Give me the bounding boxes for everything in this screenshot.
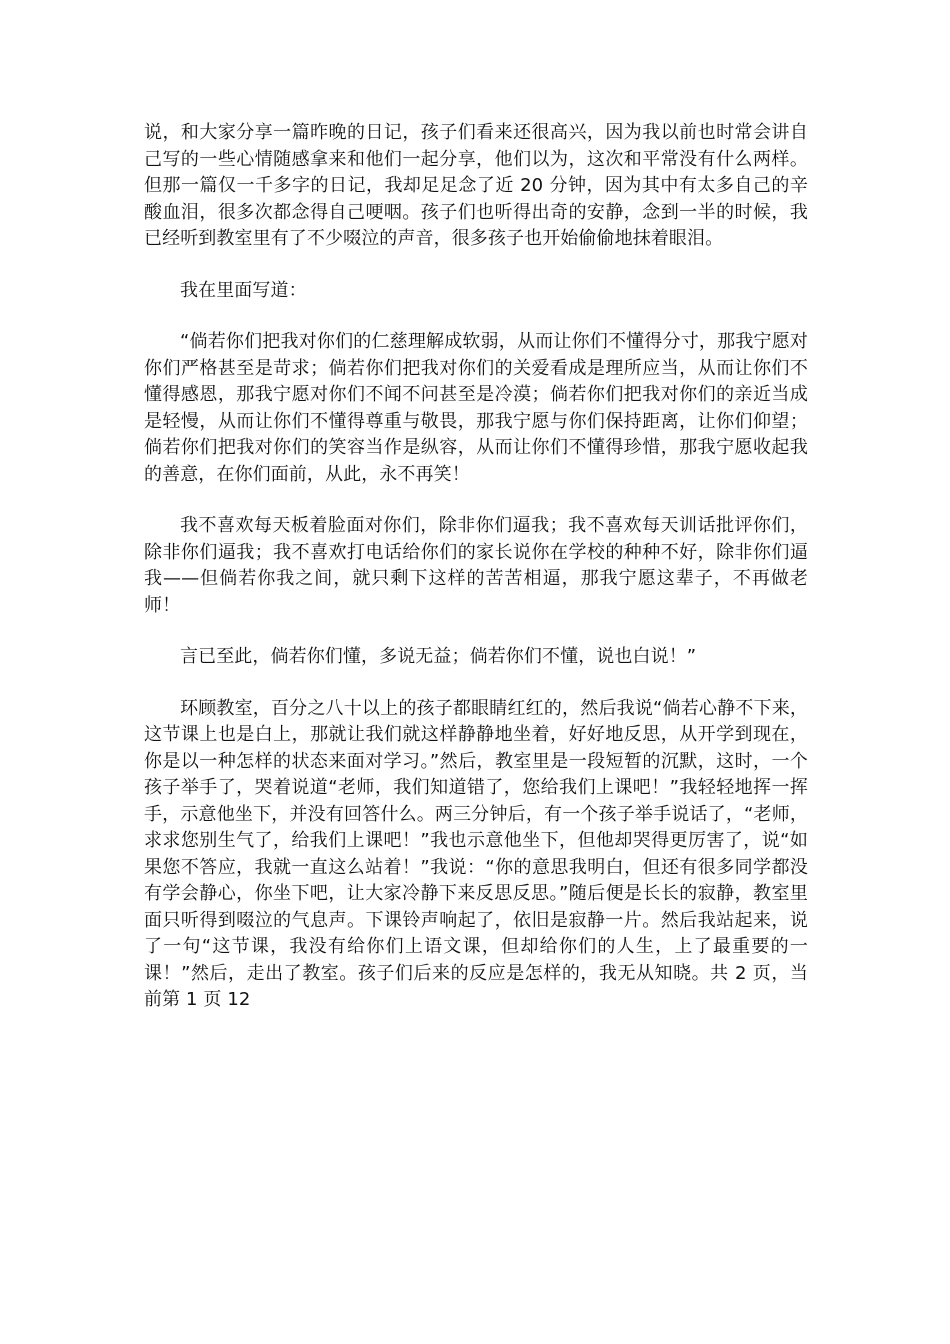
paragraph-quote-if: “倘若你们把我对你们的仁慈理解成软弱，从而让你们不懂得分寸，那我宁愿对你们严格甚至是苛求；倘若你们把我对你们的关爱看成是理所应当，从而让你们不懂得感恩，那我宁愿对你们不闻不问甚至是冷漠；倘若你们把我对你们的亲近当成是轻慢，从而让你们不懂得尊重与敬畏，那我宁愿与你们保持距离，让你们仰望；倘若你们把我对你们的笑容当作是纵容，从而让你们不懂得珍惜，那我宁愿收起我的善意，在你们面前，从此，永不再笑！	[144, 331, 808, 485]
paragraph-quote-dislike: 我不喜欢每天板着脸面对你们，除非你们逼我；我不喜欢每天训话批评你们，除非你们逼我；我不喜欢打电话给你们的家长说你在学校的种种不好，除非你们逼我——但倘若你我之间，就只剩下这样的苦苦相逼，那我宁愿这辈子，不再做老师！	[144, 515, 808, 616]
paragraph-diary-intro: 说，和大家分享一篇昨晚的日记，孩子们看来还很高兴，因为我以前也时常会讲自己写的一些心情随感拿来和他们一起分享，他们以为，这次和平常没有什么两样。但那一篇仅一千多字的日记，我却足足念了近 20 分钟，因为其中有太多自己的辛酸血泪，很多次都念得自己哽咽。孩子们也听得出奇的安静，念到一半的时候，我已经听到教室里有了不少啜泣的声音，很多孩子也开始偷偷地抹着眼泪。	[144, 122, 808, 249]
paragraph-quote-end: 言已至此，倘若你们懂，多说无益；倘若你们不懂，说也白说！”	[180, 646, 697, 667]
document-page	[144, 120, 808, 1039]
paragraph-classroom: 环顾教室，百分之八十以上的孩子都眼睛红红的，然后我说“倘若心静不下来，这节课上也是白上，那就让我们就这样静静地坐着，好好地反思，从开学到现在，你是以一种怎样的状态来面对学习。”然后，教室里是一段短暂的沉默，这时，一个孩子举手了，哭着说道“老师，我们知道错了，您给我们上课吧！”我轻轻地挥一挥手，示意他坐下，并没有回答什么。两三分钟后，有一个孩子举手说话了，“老师，求求您别生气了，给我们上课吧！”我也示意他坐下，但他却哭得更厉害了，说“如果您不答应，我就一直这么站着！”我说：“你的意思我明白，但还有很多同学都没有学会静心，你坐下吧，让大家冷静下来反思反思。”随后便是长长的寂静，教室里面只听得到啜泣的气息声。下课铃声响起了，依旧是寂静一片。然后我站起来，说了一句“这节课，我没有给你们上语文课，但却给你们的人生，上了最重要的一课！”然后，走出了教室。孩子们后来的反应是怎样的，我无从知晓。共 2 页，当前第 1 页 12	[144, 697, 808, 1010]
paragraph-wrote: 我在里面写道：	[180, 279, 307, 301]
